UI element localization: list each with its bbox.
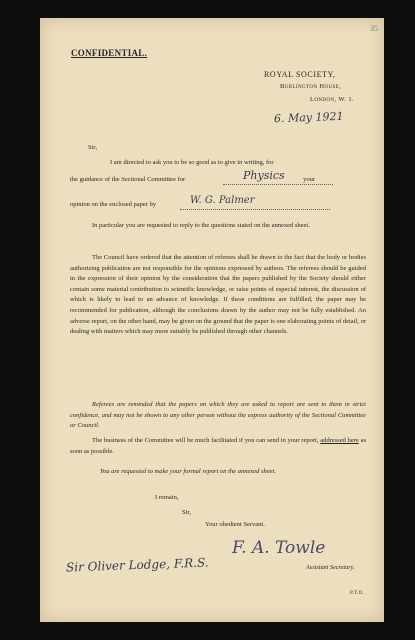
referees-notice: Referees are reminded that the papers on which they are asked to report are sent to them in strict confidence, and may not be shown to any other person without the express authority of the Sectional Committee or Council. <box>70 401 366 430</box>
letter-line-1: I am directed to ask you to be so good as to give in writing, for <box>110 159 274 166</box>
signatory-title: Assistant Secretary. <box>306 564 355 571</box>
closing-servant: Your obedient Servant. <box>205 521 265 528</box>
society-name: ROYAL SOCIETY, <box>264 70 336 79</box>
author-blank <box>180 209 330 210</box>
committee-blank <box>223 184 333 185</box>
page-number: 35 <box>370 24 378 33</box>
business-paragraph <box>70 436 366 457</box>
salutation: Sir, <box>88 144 97 151</box>
letter-sheet <box>40 18 384 622</box>
addressed-here-text: addressed here <box>320 437 359 444</box>
formal-report-note: You are requested to make your formal report on the annexed sheet. <box>100 468 276 475</box>
handwritten-author: W. G. Palmer <box>190 195 255 206</box>
handwritten-referee: Sir Oliver Lodge, F.R.S. <box>65 555 209 575</box>
handwritten-signature: F. A. Towle <box>232 538 326 558</box>
confidential-heading: CONFIDENTIAL. <box>71 48 148 58</box>
pto-note: P.T.O. <box>350 591 365 596</box>
letter-line-2-end: your <box>303 176 316 183</box>
handwritten-date: 6. May 1921 <box>273 109 344 126</box>
council-paragraph: The Council have ordered that the attention of referees shall be drawn to the fact that the body or bodies authorizing publication are not responsible for the opinions expressed by authors. The referees should be guided in the expression of their opinion by the consideration that the papers published by the Society should either contain some material contribution to scientific knowledge, or raise points of especial interest, the discussion of which is likely to lead to an advance of knowledge. If these conditions are fulfilled, the paper may be recommended for publication, although the conclusions drawn by the author may not be fully established. An adverse report, on the other hand, may be given on the ground that the paper is one elaborating points of detail, or dealing with matters which may more suitably be published through other channels. <box>70 254 366 336</box>
intro-paragraph: In particular you are requested to reply to the questions stated on the annexed sheet. <box>92 222 310 229</box>
letter-line-2-start: the guidance of the Sectional Committee for <box>70 176 186 183</box>
closing-remain: I remain, <box>155 494 179 501</box>
letter-line-3: opinion on the enclosed paper by <box>70 201 157 208</box>
address-line-2: London, W. 1. <box>310 96 355 103</box>
business-text-a: The business of the Committee will be much facilitated if you can send in your report, <box>92 437 319 444</box>
address-line-1: Burlington House, <box>280 83 342 90</box>
business-text-b: as soon as possible. <box>70 437 366 455</box>
closing-sir: Sir, <box>182 509 191 516</box>
handwritten-committee: Physics <box>243 169 285 182</box>
